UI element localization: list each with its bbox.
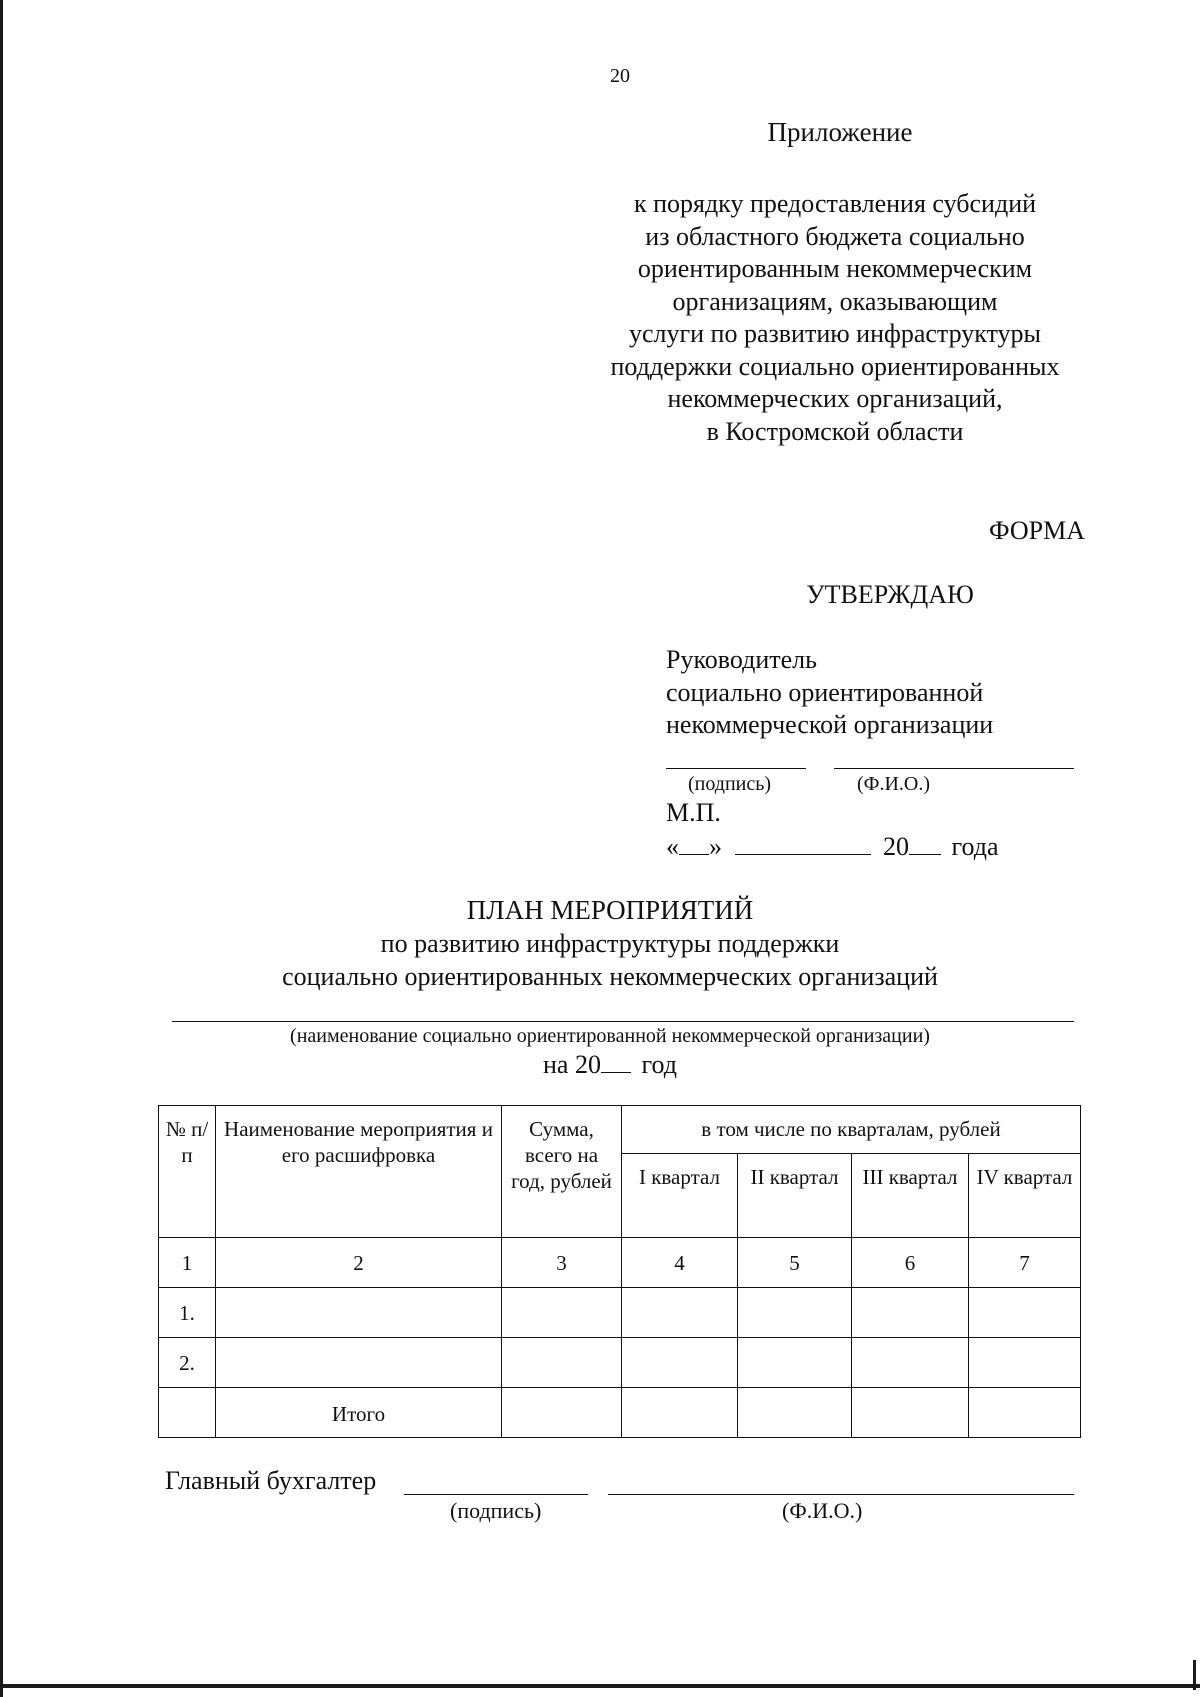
column-number: 7 [969,1238,1081,1288]
total-number-cell [159,1388,216,1438]
row-number: 1. [159,1288,216,1338]
scan-border-left [0,0,3,1697]
plan-year-suffix: год [641,1050,677,1079]
quarter-3-cell[interactable] [852,1338,969,1388]
column-number: 1 [159,1238,216,1288]
position-line: социально ориентированной [666,677,984,707]
row-number: 2. [159,1338,216,1388]
activity-name-cell[interactable] [216,1288,502,1338]
header-quarters-group: в том числе по кварталам, рублей [622,1106,1081,1154]
name-line[interactable] [834,768,1074,769]
appendix-line: услуги по развитию инфраструктуры [628,319,1042,348]
activities-table [158,1105,1081,1438]
plan-year-blank[interactable] [601,1050,631,1073]
total-row [159,1388,1081,1438]
total-quarter-3-cell[interactable] [852,1388,969,1438]
approval-title: УТВЕРЖДАЮ [806,580,974,609]
appendix-line: в Костромской области [706,416,964,446]
quarter-2-cell[interactable] [738,1338,852,1388]
annual-sum-cell[interactable] [502,1338,622,1388]
appendix-title: Приложение [767,117,913,147]
quarter-4-cell[interactable] [969,1288,1081,1338]
form-label: ФОРМА [989,516,1085,545]
header-annual-sum: Сумма, всего на год, рублей [502,1106,622,1238]
column-number: 2 [216,1238,502,1288]
position-line: Руководитель [666,645,817,674]
total-quarter-1-cell[interactable] [622,1388,738,1438]
accountant-signature-caption: (подпись) [450,1498,542,1523]
header-activity-name: Наименование мероприятия и его расшифровка [216,1106,502,1238]
header-quarter-3: III квартал [852,1154,969,1238]
year-suffix: года [951,832,999,861]
quarter-1-cell[interactable] [622,1288,738,1338]
position-line: некоммерческой организации [666,710,994,739]
name-caption: (Ф.И.О.) [857,773,931,795]
signature-caption: (подпись) [688,773,772,795]
month-blank[interactable] [735,832,871,855]
chief-accountant-label: Главный бухгалтер [165,1466,377,1495]
plan-year-prefix: на 20 [543,1050,601,1079]
column-number: 3 [502,1238,622,1288]
appendix-line: организациям, оказывающим [672,286,998,316]
head-position [666,644,1086,742]
column-number: 6 [852,1238,969,1288]
table-row [159,1338,1081,1388]
total-quarter-4-cell[interactable] [969,1388,1081,1438]
header-quarter-4: IV квартал [969,1154,1081,1238]
appendix-line: поддержки социально ориентированных [610,351,1060,381]
total-sum-cell[interactable] [502,1388,622,1438]
year-blank[interactable] [909,832,941,855]
header-quarter-1: I квартал [622,1154,738,1238]
signature-line[interactable] [666,768,806,769]
quarter-2-cell[interactable] [738,1288,852,1338]
header-quarter-2: II квартал [738,1154,852,1238]
organization-caption: (наименование социально ориентированной некоммерческой организации) [290,1025,930,1047]
date-close-quote: » [709,832,722,861]
plan-title: ПЛАН МЕРОПРИЯТИЙ [466,895,754,925]
plan-subtitle [170,927,1050,993]
stamp-label: М.П. [666,798,721,827]
accountant-name-line[interactable] [608,1494,1074,1495]
scan-border-bottom [0,1684,1200,1688]
table-row [159,1288,1081,1338]
total-quarter-2-cell[interactable] [738,1388,852,1438]
accountant-signature-line[interactable] [404,1494,588,1495]
appendix-line: некоммерческих организаций, [667,384,1003,413]
accountant-name-caption: (Ф.И.О.) [782,1498,863,1523]
subtitle-line: социально ориентированных некоммерческих организаций [282,962,938,991]
year-prefix: 20 [883,832,909,861]
activity-name-cell[interactable] [216,1338,502,1388]
total-label: Итого [216,1388,502,1438]
column-number: 5 [738,1238,852,1288]
appendix-line: из областного бюджета социально [645,221,1025,251]
column-numbers-row [159,1238,1081,1288]
subtitle-line: по развитию инфраструктуры поддержки [380,929,840,958]
appendix-line: ориентированным некоммерческим [637,254,1033,283]
quarter-4-cell[interactable] [969,1338,1081,1388]
quarter-1-cell[interactable] [622,1338,738,1388]
date-open-quote: « [666,832,679,861]
annual-sum-cell[interactable] [502,1288,622,1338]
quarter-3-cell[interactable] [852,1288,969,1338]
day-blank[interactable] [679,832,709,855]
approval-date [666,832,999,862]
appendix-line: к порядку предоставления субсидий [633,189,1037,218]
header-number: № п/п [159,1106,216,1238]
appendix-text [585,188,1085,448]
page-number: 20 [610,65,630,87]
plan-year [170,1050,1050,1080]
organization-name-line[interactable] [172,1021,1074,1022]
column-number: 4 [622,1238,738,1288]
